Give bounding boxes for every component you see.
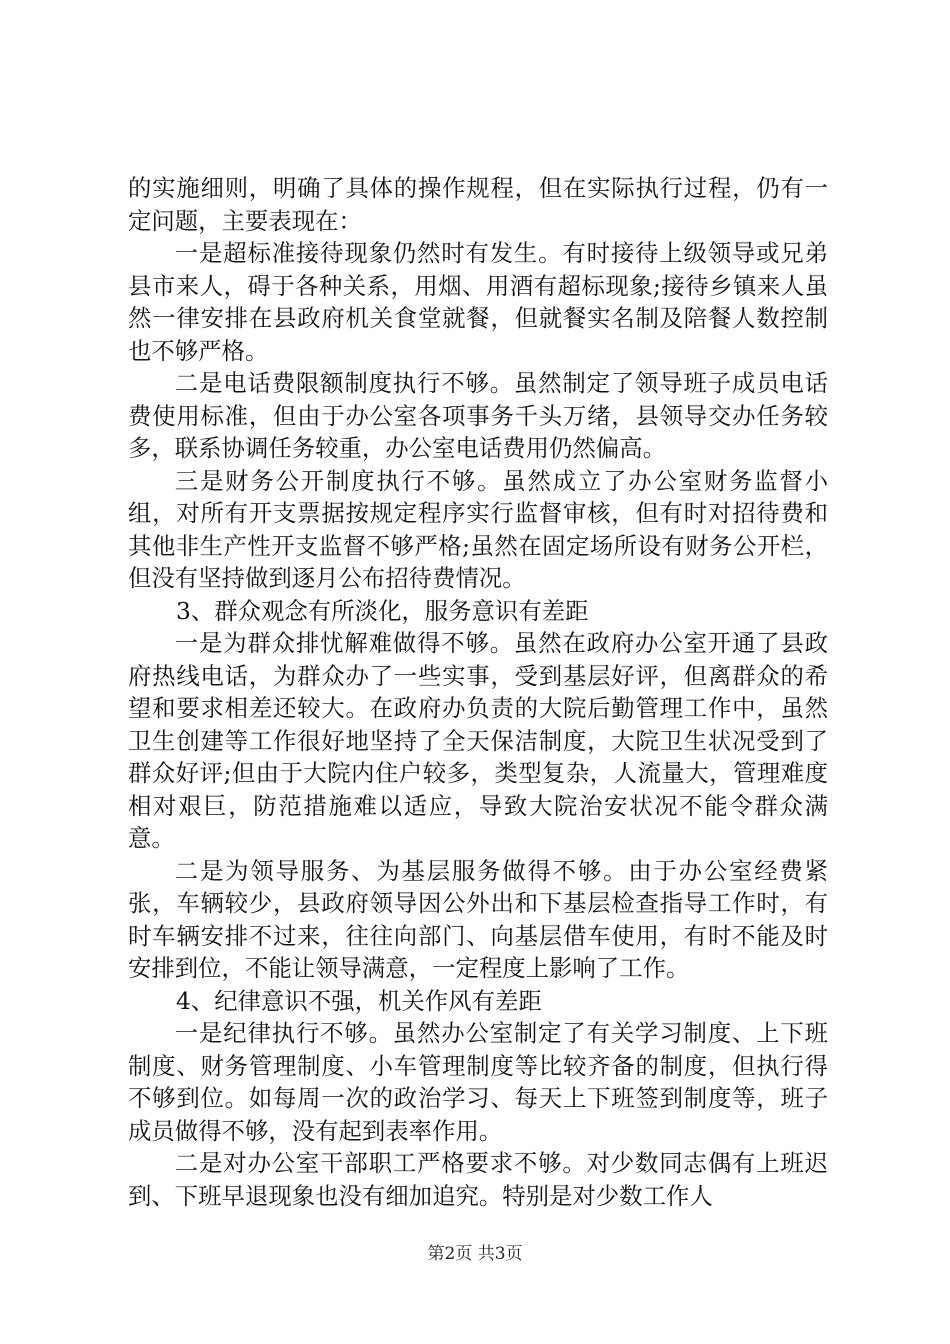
paragraph-discipline-enforcement: 一是纪律执行不够。虽然办公室制定了有关学习制度、上下班制度、财务管理制度、小车管理制度等比较齐备的制度，但执行得不够到位。如每周一次的政治学习、每天上下班签到制度等，班子成员做得不够，没有起到表率作用。 [128, 1019, 828, 1145]
page-number-label: 第2页 共3页 [427, 1244, 523, 1264]
section-heading-3: 3、群众观念有所淡化，服务意识有差距 [175, 596, 589, 625]
paragraph-over-standard-reception: 一是超标准接待现象仍然时有发生。有时接待上级领导或兄弟县市来人，碍于各种关系，用烟、用酒有超标现象;接待乡镇来人虽然一律安排在县政府机关食堂就餐，但就餐实名制及陪餐人数控制也不够严格。 [128, 239, 828, 365]
paragraph-financial-disclosure: 三是财务公开制度执行不够。虽然成立了办公室财务监督小组，对所有开支票据按规定程序实行监督审核，但有时对招待费和其他非生产性开支监督不够严格;虽然在固定场所设有财务公开栏，但没有坚持做到逐月公布招待费情况。 [128, 466, 828, 592]
paragraph-staff-requirements: 二是对办公室干部职工严格要求不够。对少数同志偶有上班迟到、下班早退现象也没有细加追究。特别是对少数工作人 [128, 1149, 828, 1210]
paragraph-serving-masses: 一是为群众排忧解难做得不够。虽然在政府办公室开通了县政府热线电话，为群众办了一些实事，受到基层好评，但离群众的希望和要求相差还较大。在政府办负责的大院后勤管理工作中，虽然卫生创建等工作很好地坚持了全天保洁制度，大院卫生状况受到了群众好评;但由于大院内住户较多，类型复杂，人流量大，管理难度相对艰巨，防范措施难以适应，导致大院治安状况不能令群众满意。 [128, 629, 828, 852]
paragraph-serving-leaders: 二是为领导服务、为基层服务做得不够。由于办公室经费紧张，车辆较少，县政府领导因公外出和下基层检查指导工作时，有时车辆安排不过来，往往向部门、向基层借车使用，有时不能及时安排到位，不能让领导满意，一定程度上影响了工作。 [128, 856, 828, 982]
section-heading-4: 4、纪律意识不强，机关作风有差距 [175, 986, 542, 1015]
document-body [128, 172, 828, 1212]
paragraph-phone-fee-limit: 二是电话费限额制度执行不够。虽然制定了领导班子成员电话费使用标准，但由于办公室各项事务千头万绪，县领导交办任务较多，联系协调任务较重，办公室电话费用仍然偏高。 [128, 369, 828, 462]
page-footer [0, 1243, 950, 1265]
paragraph-continuation: 的实施细则，明确了具体的操作规程，但在实际执行过程，仍有一定问题，主要表现在： [128, 174, 828, 235]
